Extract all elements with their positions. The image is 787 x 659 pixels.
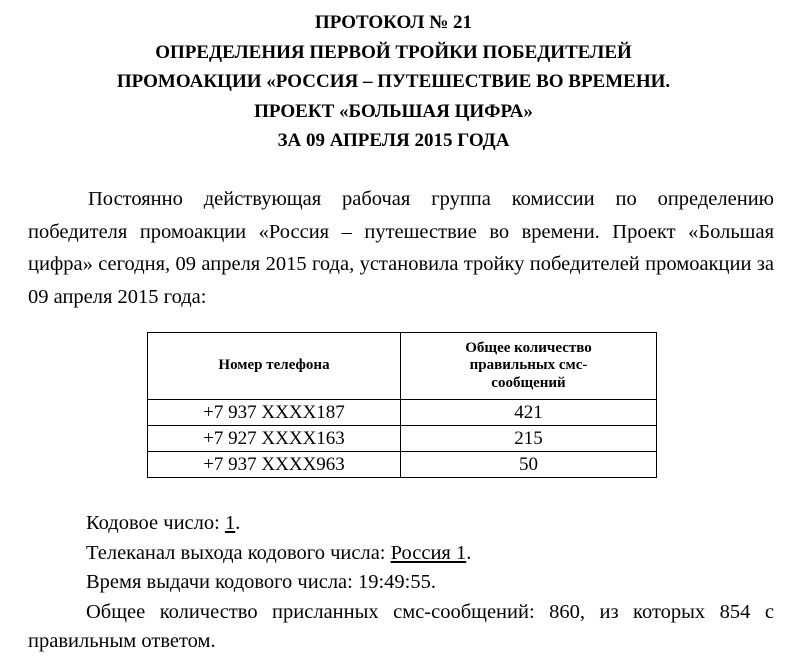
code-number-line <box>28 509 774 539</box>
results-info-block <box>28 509 774 657</box>
table-row <box>148 400 657 426</box>
channel-end: . <box>466 541 472 564</box>
sms-count-cell: 215 <box>401 426 657 452</box>
header-sms-count-line-3: сообщений <box>491 374 566 391</box>
sms-count-cell: 421 <box>401 400 657 426</box>
title-line-3: ПРОМОАКЦИИ «РОССИЯ – ПУТЕШЕСТВИЕ ВО ВРЕМЕНИ. <box>116 71 671 92</box>
issue-time-line: Время выдачи кодового числа: 19:49:55. <box>86 571 436 593</box>
total-sms-line: Общее количество присланных смс-сообщений: 860, из которых 854 с правильным ответом. <box>28 600 774 652</box>
header-sms-count-line-1: Общее количество <box>465 339 592 356</box>
code-number-end: . <box>235 512 241 534</box>
channel-line <box>28 539 774 569</box>
title-line-2: ОПРЕДЕЛЕНИЯ ПЕРВОЙ ТРОЙКИ ПОБЕДИТЕЛЕЙ <box>155 41 632 63</box>
protocol-title <box>0 8 787 156</box>
title-line-4: ПРОЕКТ «БОЛЬШАЯ ЦИФРА» <box>254 100 533 122</box>
phone-cell: +7 937 XXXX963 <box>148 452 401 478</box>
code-number-label: Кодовое число: <box>86 512 225 534</box>
table-row <box>148 452 657 478</box>
sms-count-cell: 50 <box>401 452 657 478</box>
channel-value: Россия 1 <box>390 541 467 564</box>
code-number-value: 1 <box>224 512 236 534</box>
title-line-1: ПРОТОКОЛ № 21 <box>314 12 473 33</box>
table-row <box>148 426 657 452</box>
intro-paragraph-block <box>28 183 774 313</box>
channel-label: Телеканал выхода кодового числа: <box>86 541 391 564</box>
phone-cell: +7 927 XXXX163 <box>148 426 401 452</box>
header-sms-count <box>401 333 657 400</box>
phone-cell: +7 937 XXXX187 <box>148 400 401 426</box>
title-line-5: ЗА 09 АПРЕЛЯ 2015 ГОДА <box>277 130 510 151</box>
intro-paragraph: Постоянно действующая рабочая группа комиссии по определению победителя промоакции «Россия – путешествие во времени. Проект «Большая цифра» сегодня, 09 апреля 2015 года, установила тройку победителей промоакции за 09 апреля 2015 года: <box>28 188 774 308</box>
winners-table <box>147 332 657 478</box>
header-phone-number: Номер телефона <box>148 333 401 400</box>
table-header-row <box>148 333 657 400</box>
header-sms-count-line-2: правильных смс- <box>469 357 588 374</box>
